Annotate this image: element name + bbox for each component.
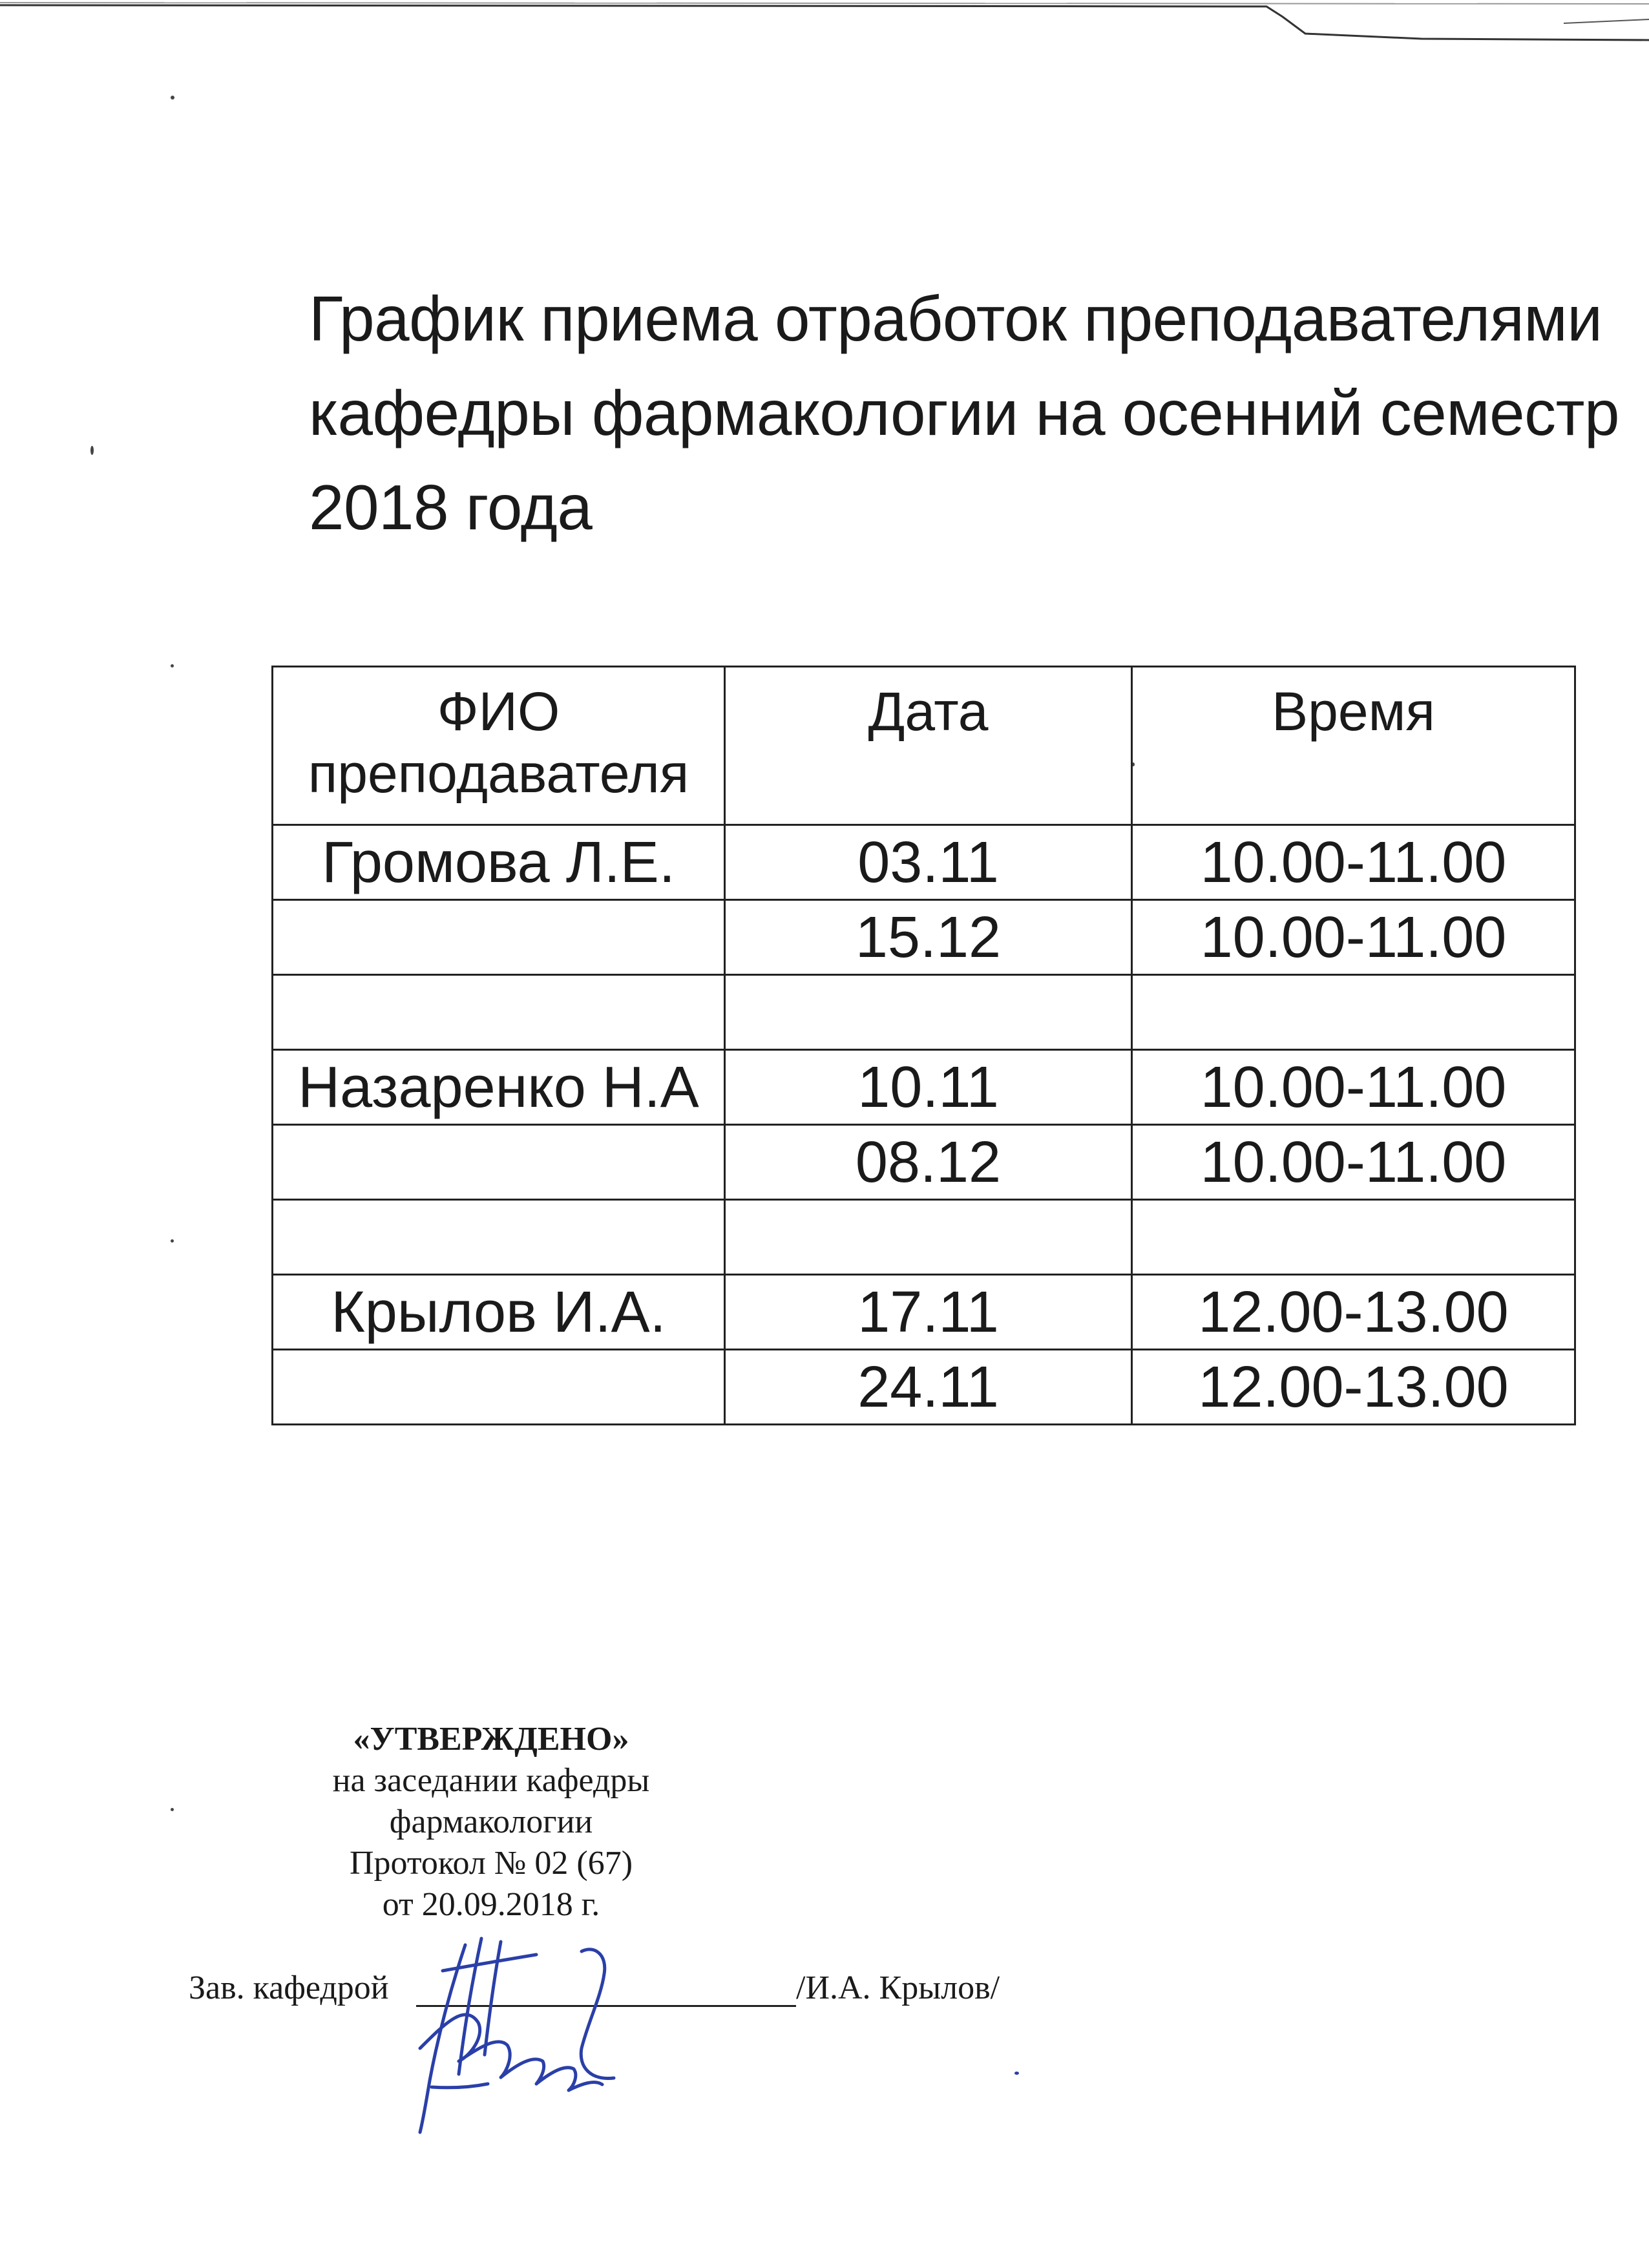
header-time: Время — [1132, 667, 1575, 825]
teacher-name-cell — [273, 900, 725, 975]
schedule-table — [271, 666, 1576, 1425]
time-cell: 12.00-13.00 — [1132, 1350, 1575, 1425]
teacher-name-cell — [273, 1125, 725, 1200]
date-cell — [725, 975, 1132, 1050]
header-date: Дата — [725, 667, 1132, 825]
time-cell: 10.00-11.00 — [1132, 1125, 1575, 1200]
table-row — [273, 825, 1575, 900]
table-row — [273, 975, 1575, 1050]
table-row — [273, 1125, 1575, 1200]
teacher-name-cell: Громова Л.Е. — [273, 825, 725, 900]
scan-speck — [1014, 2072, 1019, 2075]
document-title — [309, 271, 1620, 554]
scan-speck — [171, 1239, 174, 1243]
table-header-row — [273, 667, 1575, 825]
header-teacher-name: ФИО преподавателя — [273, 667, 725, 825]
date-cell: 15.12 — [725, 900, 1132, 975]
time-cell: 10.00-11.00 — [1132, 1050, 1575, 1125]
scan-speck — [171, 96, 174, 100]
approval-block — [246, 1719, 737, 1926]
approval-date: от 20.09.2018 г. — [382, 1886, 600, 1923]
time-cell: 10.00-11.00 — [1132, 900, 1575, 975]
scan-speck — [171, 664, 174, 667]
date-cell: 24.11 — [725, 1350, 1132, 1425]
time-cell — [1132, 1200, 1575, 1275]
table-row — [273, 900, 1575, 975]
time-cell: 10.00-11.00 — [1132, 825, 1575, 900]
teacher-name-cell — [273, 1350, 725, 1425]
approval-protocol: Протокол № 02 (67) — [349, 1845, 633, 1882]
title-line: кафедры фармакологии на осенний семестр — [309, 377, 1620, 448]
time-cell: 12.00-13.00 — [1132, 1275, 1575, 1350]
head-of-department-label: Зав. кафедрой — [189, 1969, 389, 2006]
approval-line: на заседании кафедры — [332, 1762, 650, 1799]
teacher-name-cell: Крылов И.А. — [273, 1275, 725, 1350]
teacher-name-cell — [273, 1200, 725, 1275]
teacher-name-cell — [273, 975, 725, 1050]
scan-speck — [90, 446, 94, 455]
table-row — [273, 1275, 1575, 1350]
date-cell: 03.11 — [725, 825, 1132, 900]
date-cell — [725, 1200, 1132, 1275]
date-cell: 17.11 — [725, 1275, 1132, 1350]
title-line: График приема отработок преподавателями — [309, 283, 1602, 354]
scan-top-edge — [0, 0, 1649, 52]
handwritten-signature — [368, 1926, 640, 2139]
table-row — [273, 1200, 1575, 1275]
teacher-name-cell: Назаренко Н.А — [273, 1050, 725, 1125]
table-row — [273, 1350, 1575, 1425]
head-of-department-name: /И.А. Крылов/ — [796, 1969, 1000, 2006]
approval-line: фармакологии — [389, 1803, 593, 1840]
date-cell: 10.11 — [725, 1050, 1132, 1125]
date-cell: 08.12 — [725, 1125, 1132, 1200]
time-cell — [1132, 975, 1575, 1050]
table-row — [273, 1050, 1575, 1125]
title-line: 2018 года — [309, 472, 593, 543]
approval-stamp: «УТВЕРЖДЕНО» — [353, 1721, 629, 1758]
scan-speck — [171, 1808, 174, 1811]
